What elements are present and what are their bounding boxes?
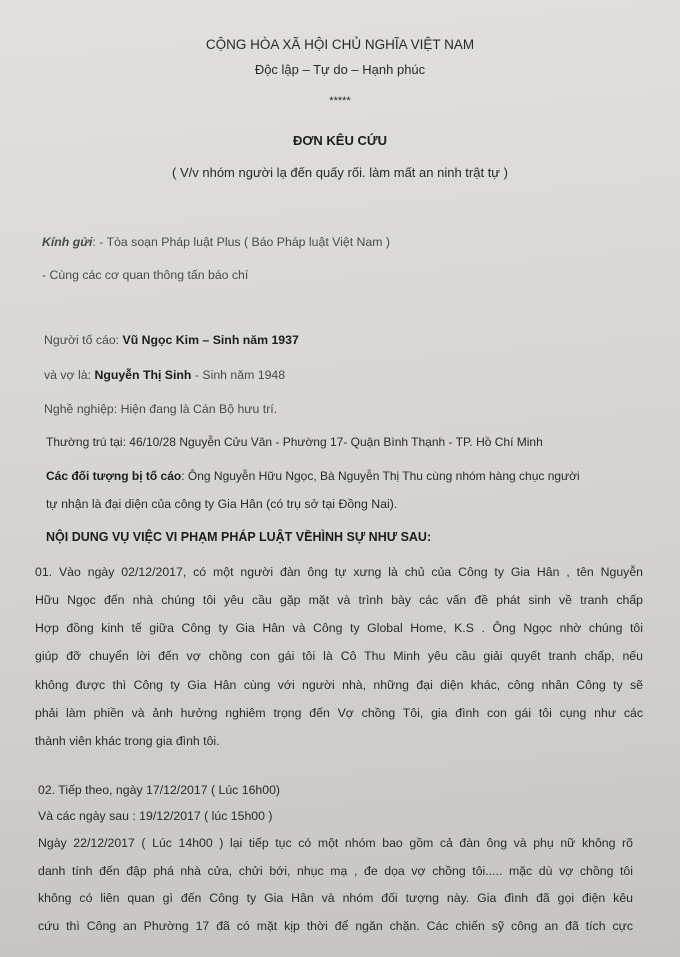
para1-line: giúp đỡ chuyển lời đến vợ chồng con gái tôi là Cô Thu Minh yêu cầu giải quyết tranh chấp, nếu [35, 649, 643, 663]
document-subject: ( V/v nhóm người lạ đến quấy rối. làm mất an ninh trật tự ) [172, 165, 508, 180]
address-line: Thường trú tại: 46/10/28 Nguyễn Cửu Vân - Phường 17- Quận Bình Thạnh - TP. Hồ Chí Minh [46, 435, 543, 449]
complainant-label: Người tố cáo: [44, 333, 123, 347]
para2-line: không có liên quan gì đến Công ty Gia Hân và nhóm đối tượng này. Gia đình đã gọi điện kêu [38, 891, 633, 905]
wife-line [44, 367, 285, 383]
para1-line: thành viên khác trong gia đình tôi. [35, 734, 220, 748]
accused-label: Các đối tượng bị tố cáo [46, 469, 182, 483]
recipient-line-2: - Cùng các cơ quan thông tấn báo chí [42, 268, 249, 282]
para2-line: danh tính đến đập phá nhà cửa, chửi bới, nhục mạ , đe dọa vợ chồng tôi..... mặc dù vợ chồng tôi [38, 864, 633, 878]
complainant-line [44, 332, 299, 348]
occupation-line: Nghề nghiệp: Hiện đang là Cán Bộ hưu trí. [44, 402, 278, 416]
recipient-line-1 [42, 234, 390, 250]
wife-name: Nguyễn Thị Sinh [94, 368, 192, 382]
para1-line: không được thì Công ty Gia Hân cùng với người nhà, những đại diện khác, công nhân Công ty sẽ [35, 678, 643, 692]
para1-line: 01. Vào ngày 02/12/2017, có một người đàn ông tự xưng là chủ của Công ty Gia Hân , tên Nguyễn [35, 565, 643, 579]
para1-line: phải làm phiền và ảnh hưởng nghiêm trọng đến Vợ chồng Tôi, gia đình con gái tôi cụng như các [35, 706, 643, 720]
complainant-name: Vũ Ngọc Kim – Sinh năm 1937 [122, 333, 299, 347]
accused-line-1 [46, 468, 580, 484]
para1-line: Hữu Ngọc đến nhà chúng tôi yêu cầu gặp mặt và trình bày các vấn đề phát sinh về tranh chấp [35, 593, 643, 607]
nation-header: CỘNG HÒA XÃ HỘI CHỦ NGHĨA VIỆT NAM [205, 37, 475, 52]
recipient-label: Kính gửi [42, 235, 93, 249]
para2-line: Và các ngày sau : 19/12/2017 ( lúc 15h00 ) [38, 809, 273, 823]
stars-divider: ***** [329, 95, 351, 107]
wife-birth: - Sinh năm 1948 [191, 368, 286, 382]
para1-line: Hợp đồng kinh tế giữa Công ty Gia Hân và Công ty Global Home, K.S . Ông Ngọc nhờ chúng tôi [35, 621, 643, 635]
motto: Độc lập – Tự do – Hạnh phúc [254, 62, 426, 77]
para2-line: 02. Tiếp theo, ngày 17/12/2017 ( Lúc 16h00) [38, 783, 281, 797]
document-title: ĐƠN KÊU CỨU [292, 133, 388, 148]
accused-line-2: tự nhận là đại diện của công ty Gia Hân (có trụ sở tại Đồng Nai). [46, 497, 398, 511]
wife-label: và vợ là: [44, 368, 95, 382]
para2-line: Ngày 22/12/2017 ( Lúc 14h00 ) lại tiếp tục có một nhóm bao gồm cả đàn ông và phụ nữ không rõ [38, 836, 633, 850]
accused-text: : Ông Nguyễn Hữu Ngọc, Bà Nguyễn Thị Thu cùng nhóm hàng chục người [181, 469, 580, 483]
section-heading: NỘI DUNG VỤ VIỆC VI PHẠM PHÁP LUẬT VỀHÌNH SỰ NHƯ SAU: [46, 530, 432, 544]
para2-line: cứu thì Công an Phường 17 đã có mặt kịp thời để ngăn chặn. Các chiến sỹ công an đã tích cực [38, 919, 633, 933]
recipient-text: : - Tòa soạn Pháp luật Plus ( Báo Pháp luật Việt Nam ) [92, 235, 391, 249]
